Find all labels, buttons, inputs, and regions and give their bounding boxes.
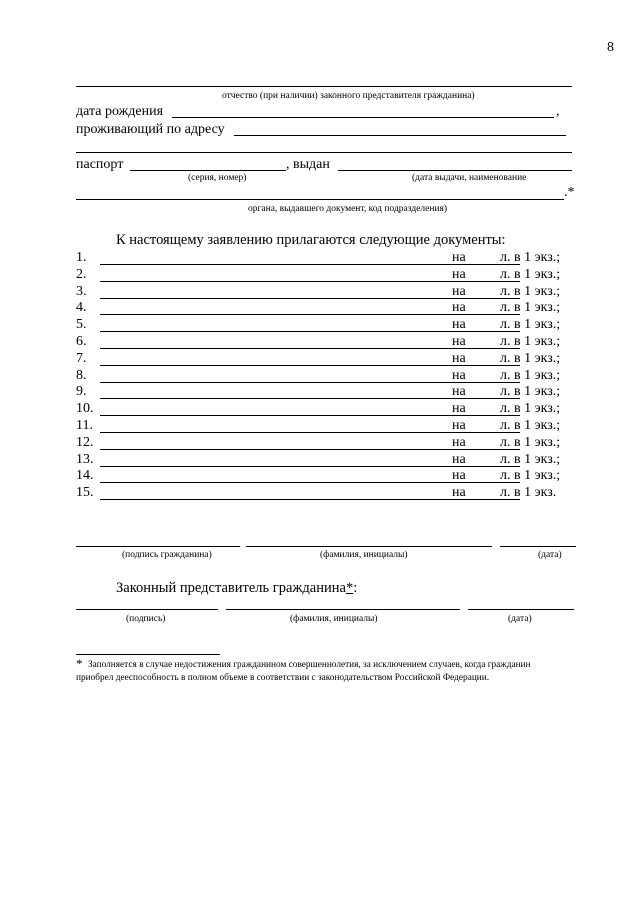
attachment-na-label: на	[452, 250, 466, 265]
citizen-signature-caption: (подпись гражданина)	[122, 550, 212, 560]
attachment-row	[76, 317, 576, 333]
attachment-row	[76, 452, 576, 468]
attachment-copies-label: л. в 1 экз.;	[500, 266, 561, 282]
legal-rep-heading	[116, 580, 357, 596]
attachment-row	[76, 485, 576, 501]
attachment-copies-label: л. в 1 экз.;	[500, 250, 561, 265]
citizen-date-field[interactable]	[500, 546, 576, 547]
citizen-name-caption: (фамилия, инициалы)	[320, 550, 408, 560]
legal-rep-heading-text: Законный представитель гражданина	[116, 580, 346, 596]
birth-date-field[interactable]	[172, 117, 554, 118]
attachment-pages-field[interactable]	[472, 348, 498, 349]
passport-label: паспорт	[76, 157, 124, 172]
attachment-number: 1.	[76, 250, 87, 265]
attachment-copies-label: л. в 1 экз.	[500, 485, 557, 501]
attachment-number: 6.	[76, 334, 87, 349]
issued-label: , выдан	[286, 157, 330, 172]
rep-date-field[interactable]	[468, 609, 574, 610]
attachment-number: 9.	[76, 384, 87, 400]
attachment-pages-field[interactable]	[472, 298, 498, 299]
series-caption: (серия, номер)	[188, 173, 247, 183]
attachment-pages-field[interactable]	[472, 449, 498, 450]
legal-rep-colon: :	[353, 580, 358, 596]
birth-date-label: дата рождения	[76, 104, 164, 119]
attachment-na-label: на	[452, 434, 466, 450]
attachment-number: 3.	[76, 283, 87, 299]
attachment-copies-label: л. в 1 экз.;	[500, 451, 561, 467]
attachment-copies-label: л. в 1 экз.;	[500, 468, 561, 484]
attachment-na-label: на	[452, 451, 466, 467]
issuing-authority-field[interactable]	[76, 199, 564, 200]
attachment-pages-field[interactable]	[472, 398, 498, 399]
attachment-row	[76, 384, 576, 400]
attachment-copies-label: л. в 1 экз.;	[500, 367, 561, 383]
attachment-na-label: на	[452, 300, 466, 316]
rep-signature-caption: (подпись)	[126, 614, 166, 624]
attachment-number: 4.	[76, 300, 87, 316]
attachment-row	[76, 267, 576, 283]
attachment-pages-field[interactable]	[472, 432, 498, 433]
attachment-pages-field[interactable]	[472, 281, 498, 282]
rep-name-field[interactable]	[226, 609, 460, 610]
attachment-pages-field[interactable]	[472, 482, 498, 483]
patronymic-caption: отчество (при наличии) законного представителя гражданина)	[222, 91, 475, 101]
birth-date-comma: ,	[556, 104, 560, 119]
attachment-na-label: на	[452, 367, 466, 383]
attachment-row	[76, 300, 576, 316]
attachment-row	[76, 468, 576, 484]
citizen-signature-field[interactable]	[76, 546, 240, 547]
attachment-pages-field[interactable]	[472, 466, 498, 467]
attachment-number: 12.	[76, 434, 94, 450]
footnote-line-1: Заполняется в случае недостижения гражданином совершеннолетия, за исключением случаев, когда гражданин	[88, 660, 531, 670]
attachment-number: 14.	[76, 468, 94, 484]
page-number: 8	[607, 40, 614, 55]
asterisk-tail: .*	[564, 185, 575, 200]
attachment-na-label: на	[452, 401, 466, 417]
attachment-pages-field[interactable]	[472, 415, 498, 416]
attachment-na-label: на	[452, 334, 466, 349]
attachment-copies-label: л. в 1 экз.;	[500, 334, 561, 349]
address-field-continuation[interactable]	[76, 152, 572, 153]
attachment-number: 7.	[76, 350, 87, 366]
rep-signature-field[interactable]	[76, 609, 218, 610]
address-field[interactable]	[234, 135, 566, 136]
rep-date-caption: (дата)	[508, 614, 532, 624]
footnote-mark: *	[76, 656, 83, 671]
citizen-name-field[interactable]	[246, 546, 492, 547]
attachment-na-label: на	[452, 317, 466, 333]
attachment-pages-field[interactable]	[472, 264, 498, 265]
attachment-row	[76, 435, 576, 451]
issued-field[interactable]	[338, 170, 572, 171]
attachment-number: 11.	[76, 418, 93, 433]
attachment-row	[76, 284, 576, 300]
attachments-heading: К настоящему заявлению прилагаются следующие документы:	[116, 232, 506, 248]
attachment-copies-label: л. в 1 экз.;	[500, 283, 561, 299]
passport-series-field[interactable]	[130, 170, 286, 171]
attachment-number: 15.	[76, 485, 94, 501]
rep-name-caption: (фамилия, инициалы)	[290, 614, 378, 624]
footnote-line-2: приобрел дееспособность в полном объеме в соответствии с законодательством Российской Федерации.	[76, 673, 490, 683]
attachment-copies-label: л. в 1 экз.;	[500, 434, 561, 450]
attachment-na-label: на	[452, 350, 466, 366]
attachment-row	[76, 334, 576, 350]
address-label: проживающий по адресу	[76, 122, 225, 137]
attachment-copies-label: л. в 1 экз.;	[500, 418, 561, 433]
attachment-na-label: на	[452, 266, 466, 282]
attachment-na-label: на	[452, 418, 466, 433]
attachment-pages-field[interactable]	[472, 331, 498, 332]
authority-caption: органа, выдавшего документ, код подразделения)	[248, 204, 448, 214]
attachment-copies-label: л. в 1 экз.;	[500, 384, 561, 400]
attachment-number: 10.	[76, 401, 94, 417]
attachment-copies-label: л. в 1 экз.;	[500, 350, 561, 366]
footnote-divider	[76, 654, 220, 655]
attachment-pages-field[interactable]	[472, 365, 498, 366]
attachment-na-label: на	[452, 384, 466, 400]
attachment-pages-field[interactable]	[472, 382, 498, 383]
issue-date-caption: (дата выдачи, наименование	[412, 173, 527, 183]
attachment-na-label: на	[452, 283, 466, 299]
attachment-copies-label: л. в 1 экз.;	[500, 317, 561, 333]
attachment-number: 8.	[76, 367, 87, 383]
attachment-pages-field[interactable]	[472, 314, 498, 315]
attachment-number: 2.	[76, 266, 87, 282]
citizen-date-caption: (дата)	[538, 550, 562, 560]
attachment-number: 5.	[76, 317, 87, 333]
attachment-pages-field[interactable]	[472, 499, 498, 500]
attachment-number: 13.	[76, 451, 94, 467]
attachment-row	[76, 351, 576, 367]
attachment-row	[76, 401, 576, 417]
attachment-na-label: на	[452, 468, 466, 484]
attachment-copies-label: л. в 1 экз.;	[500, 300, 561, 316]
attachment-row	[76, 418, 576, 434]
attachment-copies-label: л. в 1 экз.;	[500, 401, 561, 417]
attachment-row	[76, 368, 576, 384]
attachment-na-label: на	[452, 485, 466, 501]
patronymic-line[interactable]	[76, 86, 572, 87]
attachment-row	[76, 250, 576, 266]
legal-rep-asterisk[interactable]: *	[345, 580, 354, 596]
